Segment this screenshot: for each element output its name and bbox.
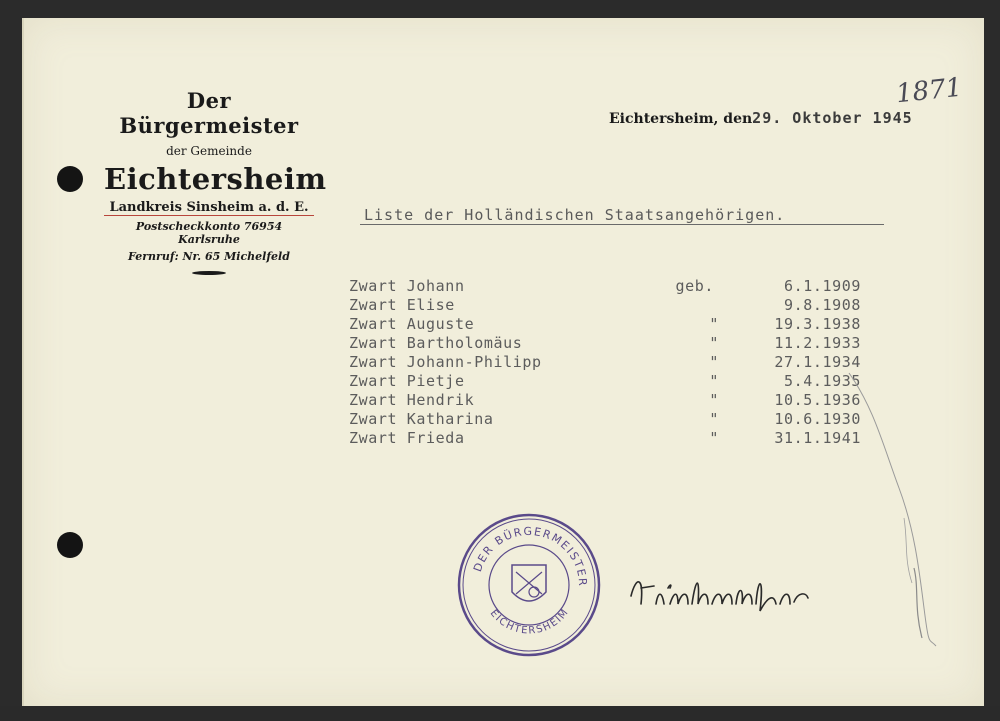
entry-prefix: " xyxy=(709,410,719,428)
official-seal-stamp xyxy=(454,510,604,660)
pencil-scribble-mark xyxy=(844,368,944,648)
entry-prefix: geb. xyxy=(675,277,714,295)
letterhead-title: Der Bürgermeister xyxy=(119,88,299,138)
entry-prefix: " xyxy=(709,372,719,390)
handwritten-reference-number: 1871 xyxy=(894,72,964,110)
entries-list xyxy=(349,277,869,448)
entry-date: 11.2.1933 xyxy=(774,334,861,352)
letterhead-subtitle: der Gemeinde xyxy=(166,144,252,158)
handwritten-signature xyxy=(626,566,816,616)
entry-name: Zwart Frieda xyxy=(349,429,465,447)
letterhead xyxy=(104,88,327,275)
letterhead-phone: Fernruf: Nr. 65 Michelfeld xyxy=(128,250,290,263)
stamp-inner-text: EICHTERSHEIM xyxy=(487,606,572,637)
letterhead-district: Landkreis Sinsheim a. d. E. xyxy=(104,200,314,216)
punch-hole-top xyxy=(57,166,83,192)
letterhead-postal-account: Postscheckkonto 76954 Karlsruhe xyxy=(135,220,283,246)
entry-date: 31.1.1941 xyxy=(774,429,861,447)
list-heading: Liste der Holländischen Staatsangehörigen. xyxy=(364,206,786,224)
entry-name: Zwart Elise xyxy=(349,296,455,314)
letterhead-town: Eichtersheim xyxy=(104,162,327,196)
entry-date: 10.6.1930 xyxy=(774,410,861,428)
entry-prefix: " xyxy=(709,334,719,352)
entry-prefix: " xyxy=(709,429,719,447)
entry-date: 27.1.1934 xyxy=(774,353,861,371)
entry-name: Zwart Bartholomäus xyxy=(349,334,523,352)
list-item xyxy=(349,372,869,391)
entry-name: Zwart Hendrik xyxy=(349,391,475,409)
entry-name: Zwart Auguste xyxy=(349,315,475,333)
scan-background xyxy=(0,706,1000,721)
entry-name: Zwart Katharina xyxy=(349,410,494,428)
list-item xyxy=(349,315,869,334)
punch-hole-bottom xyxy=(57,532,83,558)
entry-prefix: " xyxy=(709,315,719,333)
list-item xyxy=(349,353,869,372)
letterhead-rule xyxy=(192,271,226,275)
entry-prefix: " xyxy=(709,391,719,409)
entry-prefix: " xyxy=(709,353,719,371)
entry-date: 9.8.1908 xyxy=(783,296,861,314)
list-item xyxy=(349,391,869,410)
entry-name: Zwart Johann-Philipp xyxy=(349,353,542,371)
entry-date: 19.3.1938 xyxy=(774,315,861,333)
list-item xyxy=(349,334,869,353)
dateline-date: 29. Oktober 1945 xyxy=(752,109,913,127)
entry-date: 10.5.1936 xyxy=(774,391,861,409)
document-page xyxy=(22,18,984,706)
entry-name: Zwart Pietje xyxy=(349,372,465,390)
list-item xyxy=(349,296,869,315)
entry-name: Zwart Johann xyxy=(349,277,465,295)
heading-underline xyxy=(360,224,884,225)
dateline-place: Eichtersheim, den xyxy=(609,111,753,127)
list-item xyxy=(349,429,869,448)
stamp-outer-text: DER BÜRGERMEISTER xyxy=(470,524,590,588)
dateline xyxy=(609,109,913,128)
entry-date: 6.1.1909 xyxy=(783,277,861,295)
entry-date: 5.4.1935 xyxy=(783,372,861,390)
list-item xyxy=(349,410,869,429)
list-item xyxy=(349,277,869,296)
